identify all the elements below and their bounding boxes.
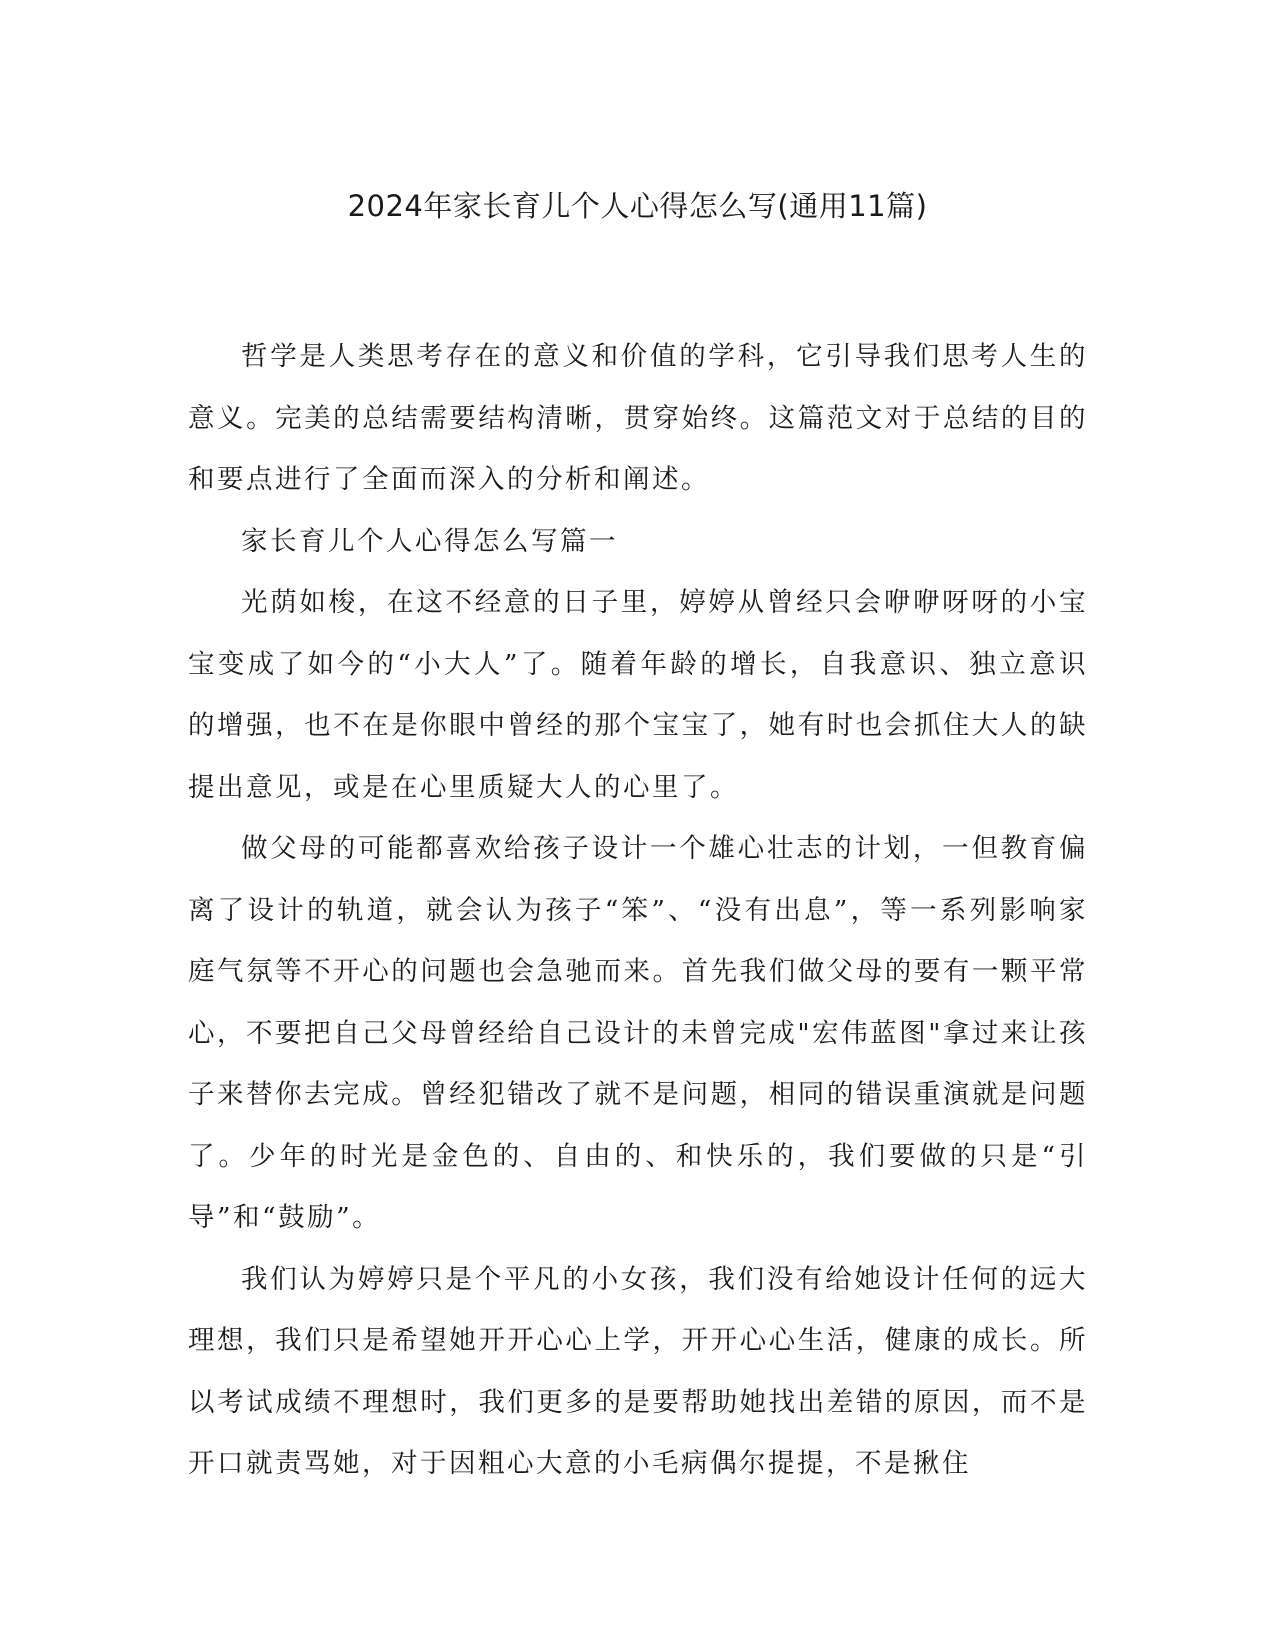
body-paragraph: 做父母的可能都喜欢给孩子设计一个雄心壮志的计划，一但教育偏离了设计的轨道，就会认为孩子“笨”、“没有出息”，等一系列影响家庭气氛等不开心的问题也会急驰而来。首先我们做父母的要有一颗平常心，不要把自己父母曾经给自己设计的未曾完成"宏伟蓝图"拿过来让孩子来替你去完成。曾经犯错改了就不是问题，相同的错误重演就是问题了。少年的时光是金色的、自由的、和快乐的，我们要做的只是“引导”和“鼓励”。 (188, 833, 1088, 1233)
intro-paragraph: 哲学是人类思考存在的意义和价值的学科，它引导我们思考人生的意义。完美的总结需要结构清晰，贯穿始终。这篇范文对于总结的目的和要点进行了全面而深入的分析和阐述。 (188, 341, 1088, 495)
document-body (188, 326, 1088, 1495)
document-title: 2024年家长育儿个人心得怎么写(通用11篇) (347, 189, 928, 223)
body-paragraph: 光荫如梭，在这不经意的日子里，婷婷从曾经只会咿咿呀呀的小宝宝变成了如今的“小大人”了。随着年龄的增长，自我意识、独立意识的增强，也不在是你眼中曾经的那个宝宝了，她有时也会抓住大人的缺提出意见，或是在心里质疑大人的心里了。 (188, 587, 1088, 803)
section-heading: 家长育儿个人心得怎么写篇一 (241, 525, 618, 557)
body-paragraph: 我们认为婷婷只是个平凡的小女孩，我们没有给她设计任何的远大理想，我们只是希望她开开心心上学，开开心心生活，健康的成长。所以考试成绩不理想时，我们更多的是要帮助她找出差错的原因，而不是开口就责骂她，对于因粗心大意的小毛病偶尔提提，不是揪住 (188, 1263, 1088, 1479)
